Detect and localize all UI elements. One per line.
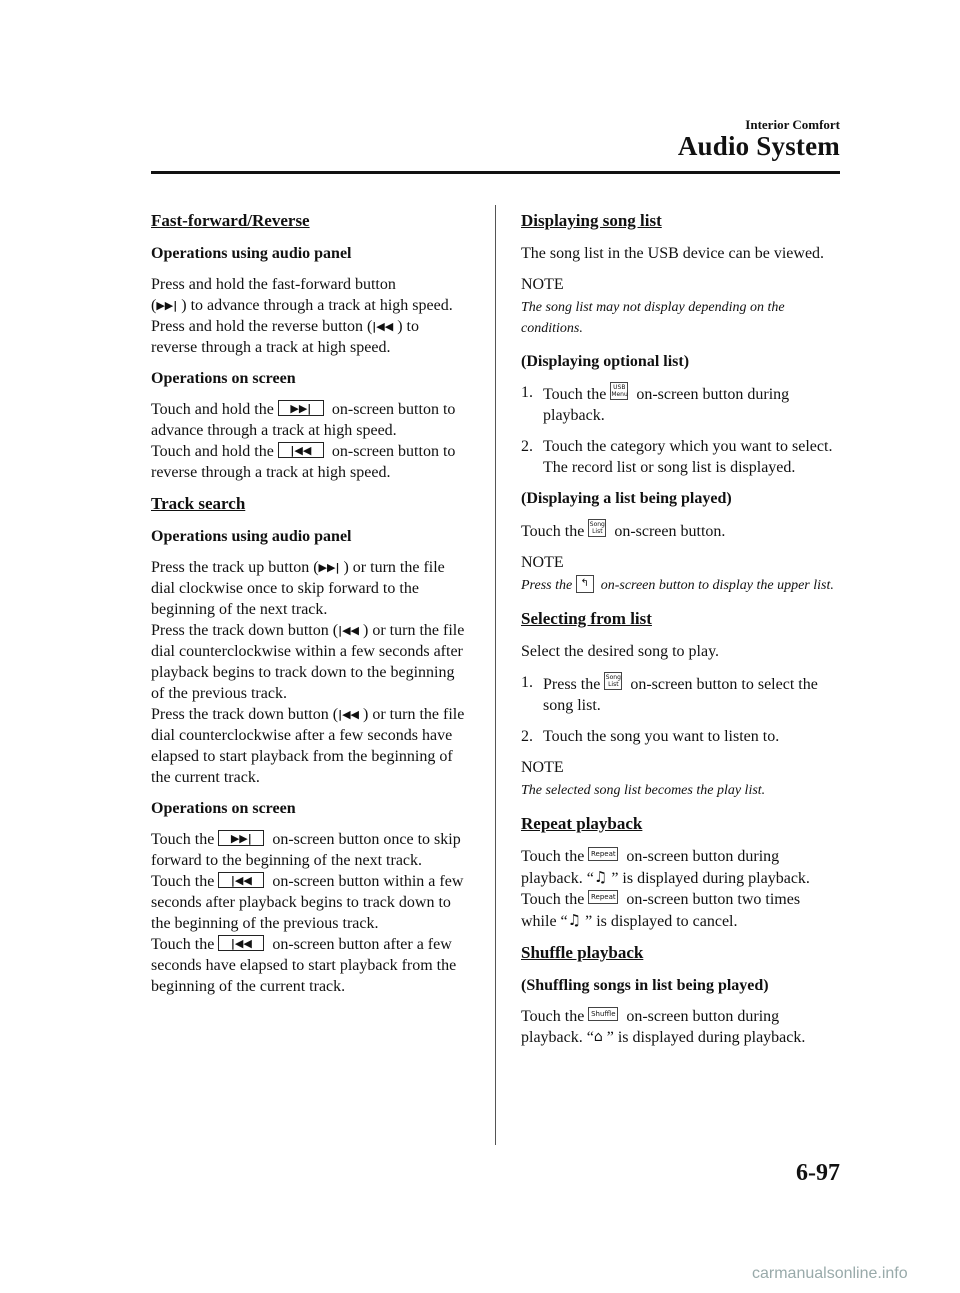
track-up-icon: ▶▶| [318, 561, 340, 574]
shuffle-playback-heading: Shuffle playback [521, 943, 644, 962]
paragraph: Touch the Repeat on-screen button during playback. “♫ ” is displayed during playback. Touch the Repeat on-screen button two times while “♫ ” is displayed to cancel. [521, 848, 810, 930]
page-number: 6-97 [796, 1160, 840, 1186]
track-down-icon: |◀◀ [338, 624, 360, 637]
track-down-button-icon: |◀◀ [218, 935, 264, 951]
list-item: 1. Press the Song List on-screen button to select the song list. [521, 674, 818, 714]
reverse-icon: |◀◀ [372, 320, 394, 333]
paragraph: Touch and hold the ▶▶| on-screen button to advance through a track at high speed. Touch and hold the |◀◀ on-screen button to reverse through a track at high speed. [151, 401, 456, 481]
song-list-icon: Song List [605, 674, 621, 688]
note-text: The selected song list becomes the play list. [521, 783, 766, 798]
subheading: Operations on screen [151, 370, 296, 387]
song-list-icon: Song List [589, 521, 605, 535]
repeat-icon: Repeat [588, 890, 618, 904]
displaying-song-list-heading: Displaying song list [521, 211, 662, 230]
note-text: The song list may not display depending on the conditions. [521, 300, 785, 336]
usb-menu-icon: USB Menu [611, 384, 628, 398]
music-note-icon: ♫ [593, 868, 608, 886]
paragraph: Press the track up button (▶▶| ) or turn the file dial clockwise once to skip forward to the beginning of the next track. Press the track down button (|◀◀ ) or turn the file dial counterclockwise within a few seconds after playback begins to track down to the beginning of the previous track. Press the track down button (|◀◀ ) or turn the file dial counterclockwise after a few seconds have elapsed to start playback from the beginning of the current track. [151, 559, 465, 786]
left-column [151, 210, 469, 1007]
paragraph: Touch the Song List on-screen button. [521, 521, 726, 540]
repeat-icon: Repeat [588, 847, 618, 861]
page-title: Audio System [677, 131, 840, 161]
right-column [521, 210, 839, 1058]
shuffle-icon: Shuffle [588, 1007, 618, 1021]
list-item: 2. Touch the song you want to listen to. [521, 728, 780, 745]
subheading: (Shuffling songs in list being played) [521, 977, 769, 994]
paragraph: Touch the ▶▶| on-screen button once to skip forward to the beginning of the next track. Touch the |◀◀ on-screen button within a few seconds after playback begins to track down to the beginning of the previous track. Touch the |◀◀ on-screen button after a few seconds have elapsed to start playback from the beginning of the current track. [151, 831, 464, 995]
paragraph: Touch the Shuffle on-screen button during playback. “⌂ ” is displayed during playback. [521, 1008, 806, 1046]
track-search-heading: Track search [151, 494, 246, 513]
list-item: 2. Touch the category which you want to select. The record list or song list is displayed. [521, 438, 833, 476]
note-text: Press the ↰ on-screen button to display the upper list. [521, 575, 839, 596]
selecting-from-list-heading: Selecting from list [521, 609, 652, 628]
subheading: Operations using audio panel [151, 245, 352, 262]
return-icon: ↰ [576, 575, 594, 593]
note-label: NOTE [521, 759, 564, 776]
fast-forward-reverse-heading: Fast-forward/Reverse [151, 211, 310, 230]
shuffle-indicator-icon: ⌂ [593, 1029, 603, 1045]
paragraph: The song list in the USB device can be viewed. [521, 245, 825, 262]
paragraph: Press and hold the fast-forward button (▶▶| ) to advance through a track at high speed. Press and hold the reverse button (|◀◀ ) to reverse through a track at high speed. [151, 276, 453, 356]
track-down-icon: |◀◀ [338, 708, 360, 721]
repeat-playback-heading: Repeat playback [521, 814, 643, 833]
subheading: (Displaying a list being played) [521, 490, 732, 507]
header-rule [151, 171, 840, 174]
footer-watermark: carmanualsonline.info [752, 1265, 908, 1282]
fast-forward-icon: ▶▶| [156, 299, 178, 312]
note-label: NOTE [521, 554, 564, 571]
track-down-button-icon: |◀◀ [218, 872, 264, 888]
subheading: Operations on screen [151, 800, 296, 817]
reverse-button-icon: |◀◀ [278, 442, 324, 458]
music-note-icon: ♫ [567, 911, 582, 929]
paragraph: Select the desired song to play. [521, 643, 720, 660]
track-up-button-icon: ▶▶| [218, 830, 264, 846]
fast-forward-button-icon: ▶▶| [278, 400, 324, 416]
subheading: (Displaying optional list) [521, 353, 690, 370]
column-divider [495, 205, 496, 1145]
subheading: Operations using audio panel [151, 528, 352, 545]
note-label: NOTE [521, 276, 564, 293]
section-label: Interior Comfort [745, 117, 840, 132]
list-item: 1. Touch the USB Menu on-screen button during playback. [521, 384, 790, 424]
